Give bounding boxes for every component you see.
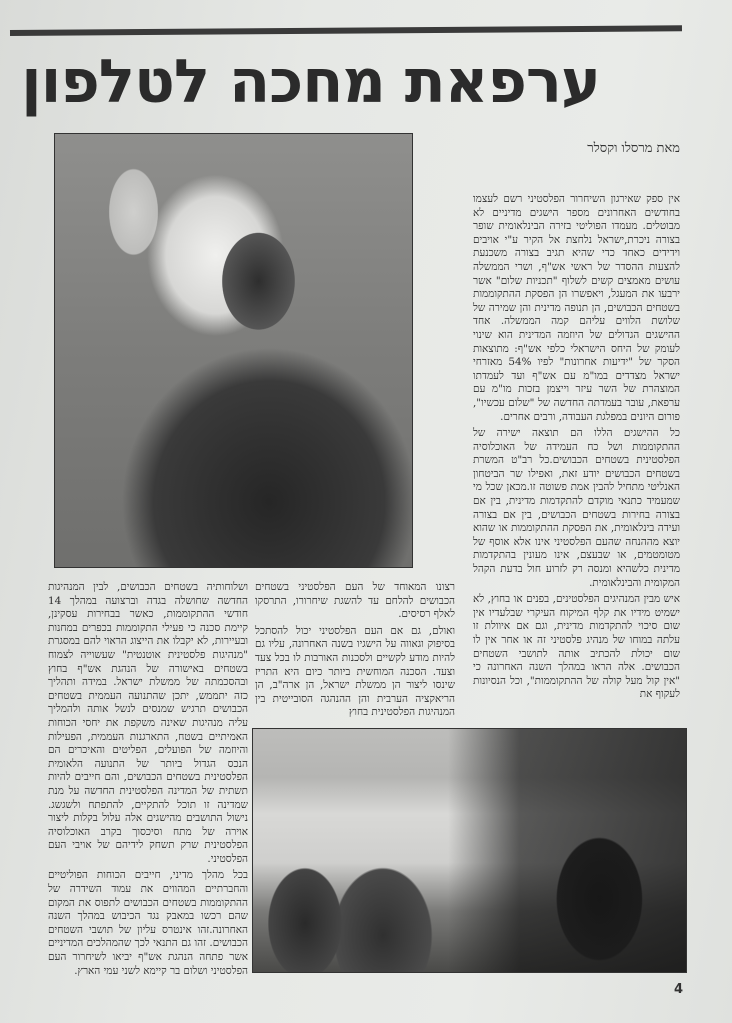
paragraph: כל ההישגים הללו הם תוצאה ישירה של ההתקוממות ושל כח העמידה של האוכלוסיה הפלסטינית בשטחים הכבושים.כל רב"ט המשרת בשטחים הכבושים יודע זאת, ואפילו שר הביטחון האנליטי מתחיל להבין אמת פשוטה זו.מכאן שכל מי שמעמיד כתנאי מוקדם להתקדמות מדינית, בין אם בצורה בחירות בשטחים הכבושים, בין אם בצורה ועידה בינלאומית, את הפסקת ההתקוממות או שהוא יוצא מההנחה שהעם הפלסטיני אינו אלא אוסף של מטומטמים, או שבעצם, אינו מעונין בהתקדמות מדינית כלשהיא ומנסה רק לזרוע חול בדעת הקהל המקומית והבינלאומית. [473,427,680,589]
headline: ערפאת מחכה לטלפון [21,47,600,117]
article-column-middle [255,581,455,723]
page-number: 4 [674,982,684,997]
paragraph: בכל מהלך מדיני, חייבים הכוחות הפוליטיים והחברתיים המהווים את עמוד השידרה של ההתקוממות בשטחים הכבושים לתפוס את המקום שהם רכשו במאבק נגד הכיבוש במהלך השנה האחרונה.זהו אינטרס עליון של תושבי השטחים הכבושים. זהו גם התנאי לכך שהמהלכים המדיניים אשר פתחה הנהגת אש"ף יביאו לשיחרור העם הפלסטיני ושלום בר קיימא לשני עמי הארץ. [48,869,248,977]
paragraph: ואולם, גם אם העם הפלסטיני יכול להסתכל בסיפוק וגאווה על הישגיו בשנה האחרונה, עליו גם להיות מודע לקשיים ולסכנות האורבות לו בכל צעד וצעד. הסכנה המוחשית ביותר כיום היא התריז שינסו ליצור הן ממשלת ישראל, הן ארה"ב, הן הריאקציה הערבית והן ההנהגה הסובייטית בין המנהיגות הפלסטינית בחוץ [255,624,455,719]
paragraph: ושלוחותיה בשטחים הכבושים, לבין המנהיגות החדשה שחושלה בגדה וברצועה במהלך 14 חודשי ההתקוממות, כאשר בבחירות עסקינן, קיימת סכנה כי פעילי התקוממות בכפרים במחנות ובעיירות, לא יקבלו את הייצוג הראוי להם במסגרת "מנהיגות פלסטינית אוטנטית" שעשוייה לצמוח בשטחים באישורה של הנהגת אש"ף בחוץ ובהסכמתה של ממשלת ישראל. במידה ותהליך כזה יתממש, יתכן שהתנועה העממית בשטחים הכבושים תרגיש שמנסים לנשל אותה ולהמליך עליה מנהיגות שאינה משקפת את יחסי הכוחות האמיתיים בשטח, התארגנות העממית, הפעילות והיוזמה של הפועלים, הפליטים והאיכרים הם הנכס הגדול ביותר של התנועה הלאומית הפלסטינית בשטחים הכבושים, והם חייבים להיות תשתית של המדינה הפלסטינית החדשה על מנת שמדינה זו תוכל להתקיים, להתפתח ולשגשג. נישול התושבים מהישגים אלה עלול בקלות ליצור אוירה של מתח וסיכסוך בקרב האוכלוסיה הפלסטינית שרק תשחק לידיהם של אויבי העם הפלסטיני. [48,581,248,865]
article-column-left [48,581,248,981]
article-column-right [473,193,680,705]
paragraph: אין ספק שאירגון השיחרור הפלסטיני רשם לעצמו בחודשים האחרונים מספר הישגים מדיניים לא מבוטלים. מעמדו הפוליטי בזירה הבינלאומית שופר בצורה ניכרת,ישראל נלחצת אל הקיר ע"י אויבים וידידים כאחד כדי שהיא תגיב בצורה משכנעת להצעות ההסדר של ראשי אש"ף, ושרי הממשלה עושים מאמצים קשים לשלוף "תכניות שלום" אשר ירבעו את המעגל, ויאפשרו הן הפסקת ההתקוממות בשטחים הכבושים, הן תנופה מדינית והן שמירה של שלושת הלווים עליהם קמה הממשלה. אחד ההישגים הגדולים של היוזמה המדינית הוא שינוי לעומק של היחס הישראלי כלפי אש"ף: מתוצאות הסקר של "ידיעות אחרונות" לפיו 54% מאזרחי ישראל מצדדים במו"מ עם אש"ף ועד לעמדתו המוצהרת של השר עיזר וייצמן בזכות מו"מ עם ערפאת, עובר בעמדתה החדשה של "שלום עכשיו", פורום היונים במפלגת העבודה, ורבים אחרים. [473,193,681,423]
paragraph: איש מבין המנהיגים הפלסטינים, בפנים או בחוץ, לא ישמיט מידיו את קלף המיקוח העיקרי שבלעדיו אין שום סיכוי להתקדמות מדינית, וגם אם איוולת זו עלתה במוחו של מנהיג פלסטיני זה או אחר אין לו שום יכולת להכתיב אותה לתושבי השטחים הכבושים. אלה הראו במהלך השנה האחרונה כי "אין קול מעל קולה של ההתקוממות", וכל הנסיונות לעקוף את [473,593,680,701]
photo-soldiers [252,728,687,973]
byline: מאת מרסלו וקסלר [587,141,680,156]
paragraph: רצונו המאוחד של העם הפלסטיני בשטחים הכבושים להלחם עד להשגת שיחרורו, התרסקו לאלף רסיסים. [255,581,455,621]
top-rule-divider [10,25,682,36]
photo-arafat-portrait [54,133,413,568]
